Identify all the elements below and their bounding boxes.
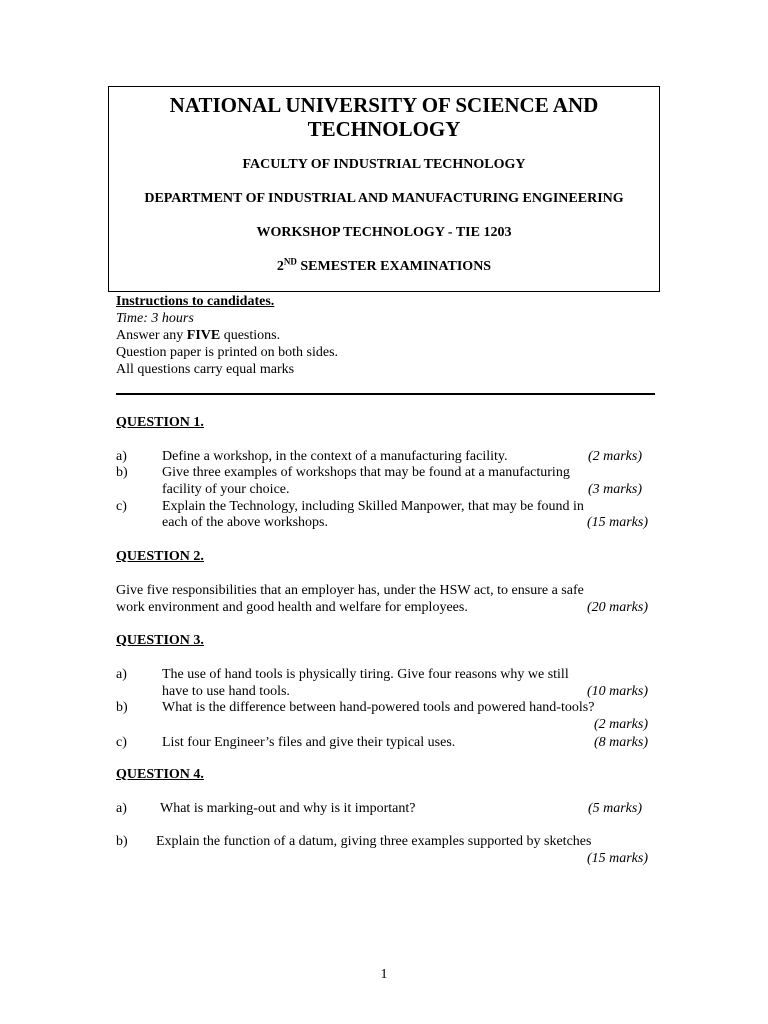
section-divider xyxy=(116,393,655,395)
question-3c-text: List four Engineer’s files and give their typical uses. xyxy=(162,735,456,750)
question-1b-label: b) xyxy=(116,465,128,480)
question-3b-label: b) xyxy=(116,700,128,715)
question-3b-marks: (2 marks) xyxy=(593,717,648,732)
question-3b-text: What is the difference between hand-powered tools and powered hand-tools? xyxy=(162,700,595,715)
question-4a-marks: (5 marks) xyxy=(587,801,642,816)
department-name: DEPARTMENT OF INDUSTRIAL AND MANUFACTURING ENGINEERING xyxy=(144,191,624,206)
question-3a-label: a) xyxy=(116,667,127,682)
question-4b-text: Explain the function of a datum, giving three examples supported by sketches xyxy=(156,834,592,849)
question-1c-text-line2: each of the above workshops. xyxy=(162,515,329,530)
question-2-text-line2: work environment and good health and welfare for employees. xyxy=(116,600,468,615)
semester-title xyxy=(108,258,660,275)
instructions-printed: Question paper is printed on both sides. xyxy=(116,345,339,360)
university-name-line1: NATIONAL UNIVERSITY OF SCIENCE AND xyxy=(169,93,599,117)
question-1b-marks: (3 marks) xyxy=(587,482,642,497)
instructions-heading: Instructions to candidates. xyxy=(116,294,275,309)
question-1a-label: a) xyxy=(116,449,127,464)
question-1c-text-line1: Explain the Technology, including Skilled Manpower, that may be found in xyxy=(162,499,584,514)
semester-ordinal-suffix: ND xyxy=(283,256,297,267)
question-1b-text-line2: facility of your choice. xyxy=(162,482,290,497)
semester-text: SEMESTER EXAMINATIONS xyxy=(296,259,492,274)
question-1a-marks: (2 marks) xyxy=(587,449,642,464)
instructions-answer-post: questions. xyxy=(220,328,281,343)
faculty-name: FACULTY OF INDUSTRIAL TECHNOLOGY xyxy=(242,157,526,172)
question-1-heading: QUESTION 1. xyxy=(116,415,204,430)
question-4a-label: a) xyxy=(116,801,127,816)
question-1c-label: c) xyxy=(116,499,127,514)
question-3a-marks: (10 marks) xyxy=(586,684,648,699)
page-number: 1 xyxy=(380,967,388,982)
question-1c-marks: (15 marks) xyxy=(586,515,648,530)
question-2-heading: QUESTION 2. xyxy=(116,549,204,564)
question-2-marks: (20 marks) xyxy=(586,600,648,615)
question-1b-text-line1: Give three examples of workshops that may be found at a manufacturing xyxy=(162,465,570,480)
instructions-equal-marks: All questions carry equal marks xyxy=(116,362,295,377)
question-3a-text-line2: have to use hand tools. xyxy=(162,684,290,699)
question-4-heading: QUESTION 4. xyxy=(116,767,204,782)
instructions-time: Time: 3 hours xyxy=(116,311,194,326)
university-name-line2: TECHNOLOGY xyxy=(307,117,461,141)
question-2-text-line1: Give five responsibilities that an employer has, under the HSW act, to ensure a safe xyxy=(116,583,584,598)
question-3c-marks: (8 marks) xyxy=(593,735,648,750)
question-3c-label: c) xyxy=(116,735,127,750)
semester-number: 2 xyxy=(276,259,284,274)
instructions-answer-count: FIVE xyxy=(186,328,221,343)
question-4b-marks: (15 marks) xyxy=(586,851,648,866)
instructions-answer xyxy=(116,327,280,344)
question-3-heading: QUESTION 3. xyxy=(116,633,204,648)
instructions-answer-pre: Answer any xyxy=(116,328,187,343)
question-4b-label: b) xyxy=(116,834,128,849)
question-1a-text: Define a workshop, in the context of a manufacturing facility. xyxy=(162,449,508,464)
question-4a-text: What is marking-out and why is it important? xyxy=(160,801,416,816)
question-3a-text-line1: The use of hand tools is physically tiring. Give four reasons why we still xyxy=(162,667,569,682)
course-title: WORKSHOP TECHNOLOGY - TIE 1203 xyxy=(256,225,512,240)
